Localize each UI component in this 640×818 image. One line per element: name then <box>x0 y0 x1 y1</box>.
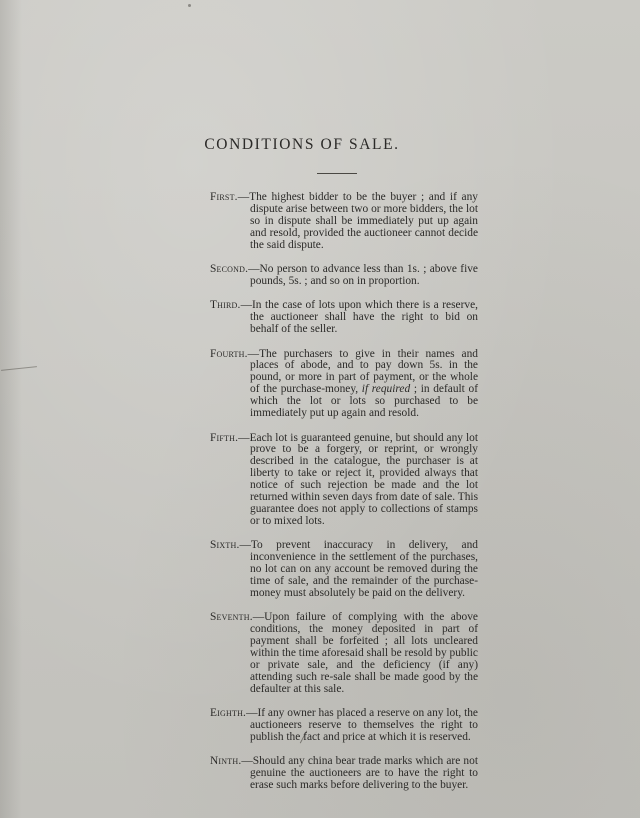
condition-lead: Second. <box>210 263 249 276</box>
condition-lead: Third. <box>210 299 241 312</box>
condition-first <box>210 192 478 252</box>
condition-lead: Eighth. <box>210 707 247 720</box>
condition-third <box>210 300 478 336</box>
condition-text: —The purchasers to give in their names and places of abode, and to pay down 5s. in the pound, or more in part of payment, or the whole of the purchase-money, <box>247 347 478 396</box>
condition-fifth <box>210 433 478 528</box>
condition-text: —Should any china bear trade marks which are not genuine the auctioneers are to have the right to erase such marks before delivering to the buyer. <box>241 755 478 792</box>
condition-text: —In the case of lots upon which there is a reserve, the auctioneer shall have the right to bid on behalf of the seller. <box>240 299 478 336</box>
condition-lead: Fifth. <box>210 431 239 444</box>
condition-lead: First. <box>210 191 238 203</box>
condition-eighth <box>210 708 478 744</box>
condition-text: —Upon failure of complying with the above conditions, the money deposited in part of payment shall be forfeited ; all lots uncleared within the time aforesaid shall be resold by public or private sale, and the deficiency (if any) attending such re-sale shall be made good by the defaulter at this sale. <box>250 611 478 695</box>
condition-text: —If any owner has placed a reserve on any lot, the auctioneers reserve to themselves the right to publish the fact and price at which it is reserved. <box>246 707 478 743</box>
condition-italic-text: if required <box>361 383 411 396</box>
condition-sixth <box>210 540 478 600</box>
condition-ninth <box>210 756 478 792</box>
condition-lead: Sixth. <box>210 539 240 552</box>
condition-lead: Seventh. <box>210 611 253 624</box>
condition-lead: Ninth. <box>210 755 242 768</box>
page-title: CONDITIONS OF SALE. <box>204 136 400 153</box>
condition-text: —To prevent inaccuracy in delivery, and inconvenience in the settlement of the purchases, no lot can on any account be removed during the time of sale, and the remainder of the purchase-money must absolutely be paid on the delivery. <box>239 539 478 599</box>
paper-crease <box>0 0 22 818</box>
condition-text: —Each lot is guaranteed genuine, but should any lot prove to be a forgery, or reprint, or wrongly described in the catalogue, the purchaser is at liberty to take or reject it, provided always that notice of such rejection be made and the lot returned within seven days from date of sale. This guarantee does not apply to collections of stamps or to mixed lots. <box>238 431 478 527</box>
condition-lead: Fourth. <box>210 347 248 360</box>
condition-fourth <box>210 349 478 420</box>
condition-seventh <box>210 612 478 695</box>
condition-second <box>210 264 478 288</box>
conditions-list <box>210 192 478 805</box>
condition-text: —The highest bidder to be the buyer ; and if any dispute arise between two or more bidders, the lot so in dispute shall be immediately put up again and resold, provided the auctioneer cannot decide the said dispute. <box>237 191 478 251</box>
title-rule <box>317 173 357 174</box>
condition-text: ; in default of which the lot or lots so purchased to be immediately put up again and resold. <box>250 383 478 420</box>
paper-mark <box>188 4 191 7</box>
condition-text: —No person to advance less than 1s. ; above five pounds, 5s. ; and so on in proportion. <box>248 263 478 287</box>
